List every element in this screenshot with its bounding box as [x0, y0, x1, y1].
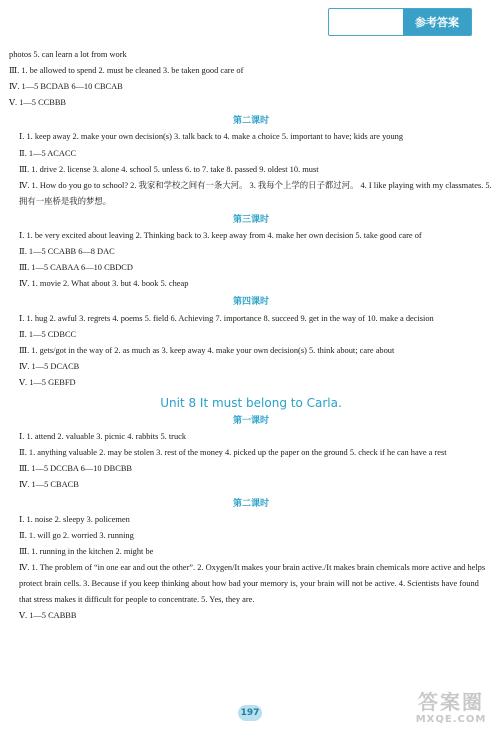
- answer-line: Ⅲ. 1. drive 2. license 3. alone 4. school 5. unless 6. to 7. take 8. passed 9. oldest 10. must: [19, 164, 319, 174]
- answer-line: Ⅳ. 1—5 DCACB: [19, 361, 80, 371]
- answer-line: Ⅲ. 1—5 DCCBA 6—10 DBCBB: [19, 464, 133, 474]
- watermark: [406, 690, 496, 735]
- answer-line: Ⅲ. 1. running in the kitchen 2. might be: [19, 546, 154, 556]
- answer-line: Ⅱ. 1. will go 2. worried 3. running: [19, 530, 134, 540]
- answer-line: Ⅰ. 1. attend 2. valuable 3. picnic 4. rabbits 5. truck: [19, 432, 187, 442]
- answer-line: Ⅰ. 1. be very excited about leaving 2. Thinking back to 3. keep away from 4. make her own decision 5. take good care of: [19, 231, 422, 241]
- answer-line: Ⅳ. 1—5 CBACB: [19, 480, 79, 490]
- answer-line: Ⅰ. 1. keep away 2. make your own decision(s) 3. talk back to 4. make a choice 5. important to have; kids are young: [19, 132, 404, 142]
- section-title: 第四课时: [232, 297, 269, 308]
- answer-content: [9, 47, 493, 624]
- answer-line: Ⅳ. 1. The problem of “in one ear and out the other”. 2. Oxygen/It makes your brain active./It makes brain chemicals more active and helps protect brain cells. 3. Because if you keep thinking about how bad your memory is, your brain will not be active. 4. Scientists have found that stress makes it difficult for people to concentrate. 5. Yes, they are.: [19, 562, 486, 605]
- page-number: 197: [238, 705, 262, 721]
- answer-line: Ⅴ. 1—5 CCBBB: [9, 98, 67, 108]
- watermark-logo: 答案圈: [418, 690, 484, 714]
- section-title: 第二课时: [232, 116, 269, 127]
- answer-line: photos 5. can learn a lot from work: [9, 50, 127, 59]
- section-title: 第二课时: [232, 498, 269, 509]
- answer-line: Ⅳ. 1—5 BCDAB 6—10 CBCAB: [9, 82, 123, 92]
- answer-line: Ⅴ. 1—5 GEBFD: [19, 377, 76, 387]
- answer-line: Ⅱ. 1—5 CDBCC: [19, 329, 77, 339]
- answer-line: Ⅲ. 1. gets/got in the way of 2. as much as 3. keep away 4. make your own decision(s) 5. think about; care about: [19, 345, 395, 355]
- answer-line: Ⅳ. 1. How do you go to school? 2. 我家和学校之间有一条大河。 3. 我每个上学的日子都过河。 4. I like playing with my classmates. 5. 拥有一座桥是我的梦想。: [19, 180, 492, 206]
- unit-title: Unit 8 It must belong to Carla.: [160, 395, 342, 410]
- answer-line: Ⅱ. 1. anything valuable 2. may be stolen 3. rest of the money 4. picked up the paper on the ground 5. check if he can have a rest: [19, 448, 447, 458]
- answer-line: Ⅲ. 1—5 CABAA 6—10 CBDCD: [19, 263, 133, 273]
- header-tab: [328, 8, 472, 36]
- answer-line: Ⅱ. 1—5 CCABB 6—8 DAC: [19, 247, 115, 257]
- watermark-url: MXQE.COM: [415, 714, 487, 725]
- answer-line: Ⅰ. 1. noise 2. sleepy 3. policemen: [19, 514, 130, 524]
- answer-line: Ⅳ. 1. movie 2. What about 3. but 4. book 5. cheap: [19, 279, 189, 289]
- section-title: 第一课时: [232, 416, 269, 427]
- section-title: 第三课时: [232, 214, 269, 225]
- answer-line: Ⅲ. 1. be allowed to spend 2. must be cleaned 3. be taken good care of: [9, 66, 244, 76]
- answer-line: Ⅴ. 1—5 CABBB: [19, 611, 77, 621]
- answer-line: Ⅱ. 1—5 ACACC: [19, 148, 77, 158]
- header-label: 参考答案: [403, 9, 471, 35]
- answer-line: Ⅰ. 1. hug 2. awful 3. regrets 4. poems 5. field 6. Achieving 7. importance 8. succeed 9. get in the way of 10. make a decision: [19, 313, 434, 323]
